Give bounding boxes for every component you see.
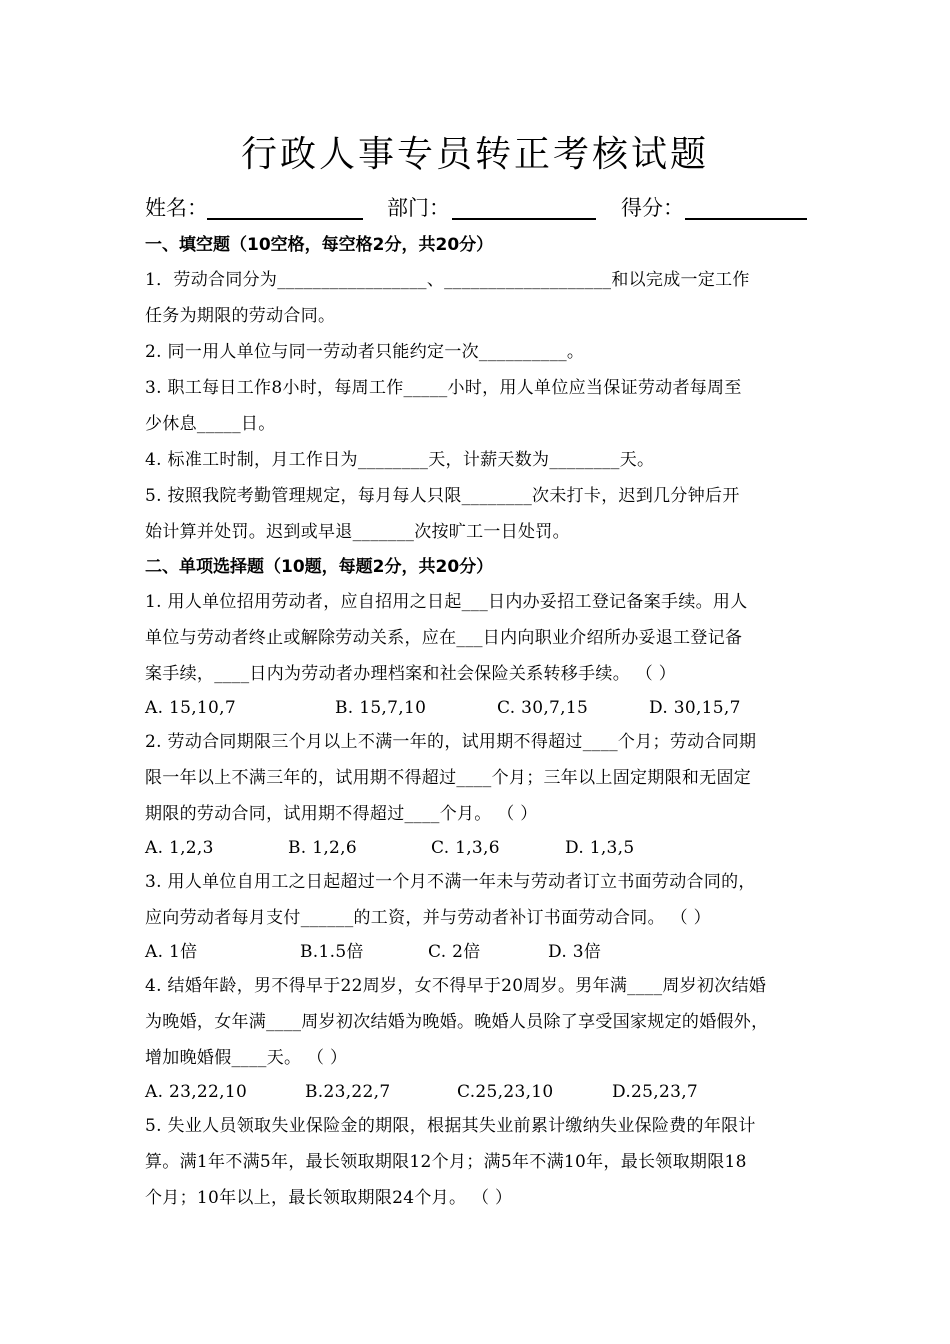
section-heading-single-choice: 二、单项选择题（10题，每题2分，共20分）	[145, 557, 494, 577]
question-line: 5. 失业人员领取失业保险金的期限，根据其失业前累计缴纳失业保险费的年限计	[145, 1116, 756, 1136]
text-line: 2. 同一用人单位与同一劳动者只能约定一次__________。	[145, 342, 585, 362]
name-label: 姓名：	[145, 196, 208, 220]
question-line: 3. 用人单位自用工之日起超过一个月不满一年未与劳动者订立书面劳动合同的，	[145, 872, 756, 892]
text-line: 1．劳动合同分为_________________、___________________和以完成一定工作	[145, 270, 750, 290]
question-line: 个月；10年以上，最长领取期限24个月。 （ ）	[145, 1188, 513, 1208]
question-line: 增加晚婚假____天。 （ ）	[145, 1048, 348, 1068]
exam-content	[145, 228, 815, 1216]
examinee-info-row	[145, 188, 815, 228]
text-line: 少休息_____日。	[145, 414, 276, 434]
option-c[interactable]: C. 1,3,6	[431, 838, 500, 858]
page-title: 行政人事专员转正考核试题	[240, 134, 709, 175]
options-row	[145, 1076, 815, 1108]
option-c[interactable]: C.25,23,10	[457, 1082, 554, 1102]
question-line: 单位与劳动者终止或解除劳动关系，应在___日内向职业介绍所办妥退工登记备	[145, 628, 743, 648]
question-line: 算。满1年不满5年，最长领取期限12个月；满5年不满10年，最长领取期限18	[145, 1152, 747, 1172]
question-line: 1. 用人单位招用劳动者，应自招用之日起___日内办妥招工登记备案手续。用人	[145, 592, 748, 612]
option-b[interactable]: B.1.5倍	[300, 942, 364, 962]
text-line: 任务为期限的劳动合同。	[145, 306, 336, 326]
question-line: 限一年以上不满三年的，试用期不得超过____个月；三年以上固定期限和无固定	[145, 768, 752, 788]
dept-blank[interactable]	[452, 218, 596, 220]
question-line: 应向劳动者每月支付______的工资，并与劳动者补订书面劳动合同。 （ ）	[145, 908, 711, 928]
option-b[interactable]: B. 15,7,10	[335, 698, 427, 718]
option-c[interactable]: C. 30,7,15	[497, 698, 589, 718]
options-row	[145, 832, 815, 864]
score-blank[interactable]	[685, 218, 807, 220]
question-line: 4. 结婚年龄，男不得早于22周岁，女不得早于20周岁。男年满____周岁初次结婚	[145, 976, 767, 996]
option-a[interactable]: A. 1,2,3	[145, 838, 214, 858]
option-a[interactable]: A. 1倍	[145, 942, 198, 962]
name-blank[interactable]	[207, 218, 363, 220]
text-line: 5. 按照我院考勤管理规定，每月每人只限________次未打卡，迟到几分钟后开	[145, 486, 740, 506]
text-line: 3. 职工每日工作8小时，每周工作_____小时，用人单位应当保证劳动者每周至	[145, 378, 742, 398]
question-line: 案手续，____日内为劳动者办理档案和社会保险关系转移手续。 （ ）	[145, 664, 677, 684]
option-d[interactable]: D. 3倍	[548, 942, 602, 962]
options-row	[145, 692, 815, 724]
question-line: 2. 劳动合同期限三个月以上不满一年的，试用期不得超过____个月；劳动合同期	[145, 732, 757, 752]
dept-label: 部门：	[387, 196, 450, 220]
question-line: 期限的劳动合同，试用期不得超过____个月。 （ ）	[145, 804, 538, 824]
option-a[interactable]: A. 23,22,10	[145, 1082, 248, 1102]
score-label: 得分：	[621, 196, 684, 220]
option-c[interactable]: C. 2倍	[428, 942, 481, 962]
section-heading-fill-blank: 一、填空题（10空格，每空格2分，共20分）	[145, 235, 494, 255]
text-line: 始计算并处罚。迟到或早退_______次按旷工一日处罚。	[145, 522, 570, 542]
text-line: 4. 标准工时制，月工作日为________天，计薪天数为________天。	[145, 450, 655, 470]
question-line: 为晚婚，女年满____周岁初次结婚为晚婚。晚婚人员除了享受国家规定的婚假外，	[145, 1012, 769, 1032]
option-a[interactable]: A. 15,10,7	[145, 698, 236, 718]
option-b[interactable]: B. 1,2,6	[288, 838, 357, 858]
option-b[interactable]: B.23,22,7	[305, 1082, 391, 1102]
option-d[interactable]: D. 30,15,7	[649, 698, 741, 718]
option-d[interactable]: D. 1,3,5	[565, 838, 635, 858]
option-d[interactable]: D.25,23,7	[612, 1082, 699, 1102]
options-row	[145, 936, 815, 968]
